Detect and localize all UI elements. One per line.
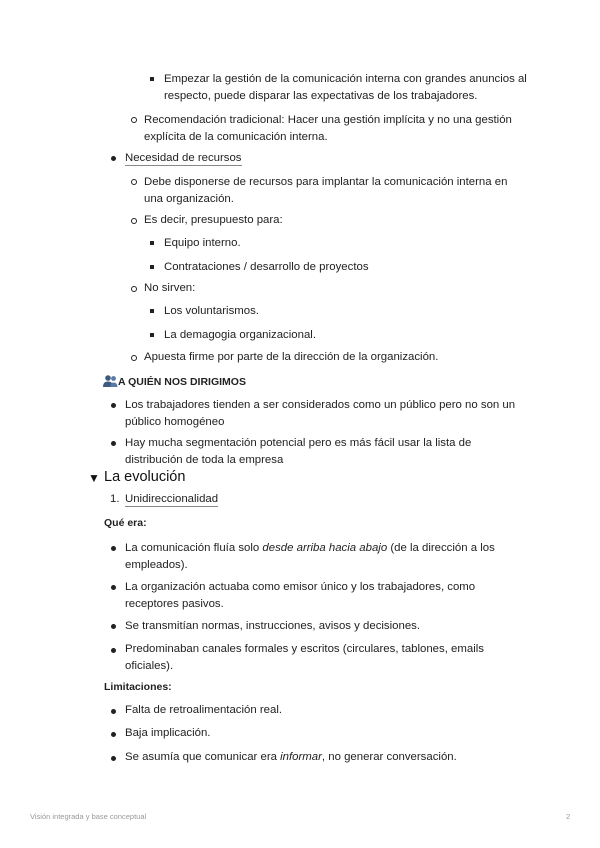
list-item-emisor-unico: La organización actuaba como emisor único y los trabajadores, como receptores pasivos. [125, 581, 476, 610]
link-necesidad-recursos[interactable]: Necesidad de recursos [125, 152, 242, 164]
disc-bullet [111, 403, 116, 408]
square-bullet [150, 265, 154, 269]
footer-doc-title: Visión integrada y base conceptual [30, 812, 147, 821]
label-que-era: Qué era: [104, 517, 147, 529]
list-item-comunicacion-fluia: La comunicación fluía solo desde arriba hacia abajo (de la dirección a los empleados). [125, 542, 495, 571]
disc-bullet [111, 441, 116, 446]
list-item-baja-implicacion: Baja implicación. [125, 727, 211, 739]
disc-bullet [111, 709, 116, 714]
toggle-heading-evolucion[interactable]: La evolución [104, 469, 186, 485]
list-item-demagogia: La demagogia organizacional. [164, 329, 316, 341]
square-bullet [150, 241, 154, 245]
list-item-no-sirven: No sirven: [144, 282, 196, 294]
square-bullet [150, 309, 154, 313]
list-item-apuesta-firme: Apuesta firme por parte de la dirección de la organización. [144, 351, 439, 363]
list-item-equipo-interno: Equipo interno. [164, 237, 241, 249]
list-item-segmentacion: Hay mucha segmentación potencial pero es más fácil usar la lista de distribución de toda la empresa [125, 437, 472, 466]
disc-bullet [111, 732, 116, 737]
list-item-trabajadores: Los trabajadores tienden a ser considerados como un público pero no son un público homogéneo [125, 399, 516, 428]
label-limitaciones: Limitaciones: [104, 681, 172, 693]
list-item-canales-formales: Predominaban canales formales y escritos (circulares, tablones, emails oficiales). [125, 643, 484, 672]
list-item-expectativas: Empezar la gestión de la comunicación interna con grandes anuncios al respecto, puede disparar las expectativas de los trabajadores. [164, 73, 527, 102]
square-bullet [150, 333, 154, 337]
link-unidireccionalidad[interactable]: Unidireccionalidad [125, 493, 219, 505]
list-item-recomendacion: Recomendación tradicional: Hacer una gestión implícita y no una gestión explícita de la comunicación interna. [144, 114, 512, 143]
disc-bullet [111, 624, 116, 629]
list-item-contrataciones: Contrataciones / desarrollo de proyectos [164, 261, 369, 273]
disc-bullet [111, 585, 116, 590]
disc-bullet [111, 156, 116, 161]
disc-bullet [111, 756, 116, 761]
list-item-necesidad-recursos[interactable] [125, 150, 242, 167]
circle-bullet [131, 218, 137, 224]
footer-page-number: 2 [566, 812, 571, 821]
disc-bullet [111, 546, 116, 551]
circle-bullet [131, 355, 137, 361]
list-item-retroalimentacion: Falta de retroalimentación real. [125, 704, 283, 716]
people-icon [103, 374, 118, 388]
circle-bullet [131, 179, 137, 185]
toggle-triangle-icon[interactable]: ▼ [88, 471, 100, 485]
disc-bullet [111, 648, 116, 653]
circle-bullet [131, 286, 137, 292]
list-item-informar: Se asumía que comunicar era informar, no generar conversación. [125, 751, 457, 763]
list-item-normas: Se transmitían normas, instrucciones, avisos y decisiones. [125, 620, 421, 632]
square-bullet [150, 77, 154, 81]
list-item-presupuesto: Es decir, presupuesto para: [144, 214, 283, 226]
numbered-list-marker: 1. [110, 493, 120, 505]
section-heading-audience: A QUIÉN NOS DIRIGIMOS [118, 376, 246, 388]
list-item-voluntarismos: Los voluntarismos. [164, 305, 259, 317]
numbered-item-unidireccionalidad[interactable] [125, 491, 218, 508]
list-item-debe-disponerse: Debe disponerse de recursos para implantar la comunicación interna en una organización. [144, 176, 508, 205]
circle-bullet [131, 117, 137, 123]
